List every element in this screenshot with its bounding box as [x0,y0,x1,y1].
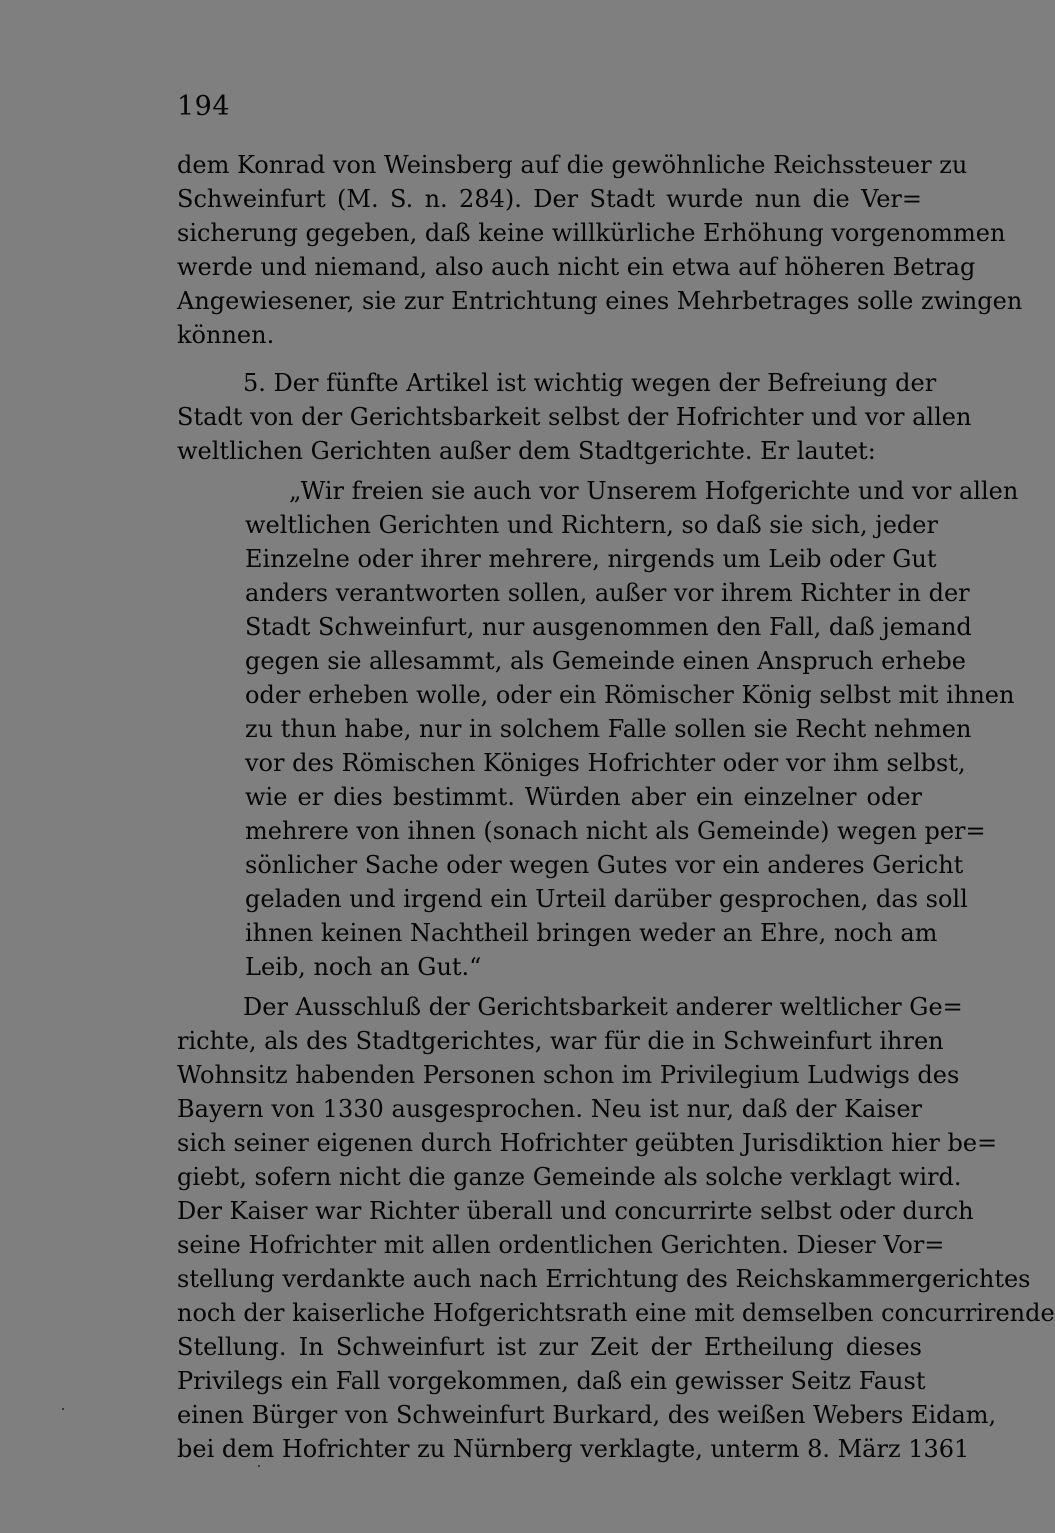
text-line: Einzelne oder ihrer mehrere, nirgends um Leib oder Gut [245,545,937,573]
text-line: Privilegs ein Fall vorgekommen, daß ein gewisser Seitz Faust [177,1367,926,1395]
text-line: Stadt Schweinfurt, nur ausgenommen den Fall, daß jemand [245,613,972,641]
text-line: dem Konrad von Weinsberg auf die gewöhnliche Reichssteuer zu [177,151,968,179]
text-line: weltlichen Gerichten und Richtern, so daß sie sich, jeder [245,511,938,539]
text-line: Wohnsitz habenden Personen schon im Privilegium Ludwigs des [177,1061,960,1089]
paragraph-1 [177,148,1023,352]
text-line: bei dem Hofrichter zu Nürnberg verklagte, unterm 8. März 1361 [177,1435,970,1463]
text-line: geladen und irgend ein Urteil darüber gesprochen, das soll [245,885,968,913]
text-line: sönlicher Sache oder wegen Gutes vor ein anderes Gericht [245,851,964,879]
text-line: werde und niemand, also auch nicht ein etwa auf höheren Betrag [177,253,976,281]
text-line: stellung verdankte auch nach Errichtung des Reichskammergerichtes [177,1265,1031,1293]
text-line: oder erheben wolle, oder ein Römischer König selbst mit ihnen [245,681,1015,709]
text-line: wie er dies bestimmt. Würden aber ein einzelner oder [245,783,922,811]
text-line: seine Hofrichter mit allen ordentlichen Gerichten. Dieser Vor= [177,1231,945,1259]
text-line: Leib, noch an Gut.“ [245,953,482,981]
text-line: Angewiesener, sie zur Entrichtung eines Mehrbetrages solle zwingen [177,287,1023,315]
scan-speck [258,1465,260,1467]
paragraph-2 [177,366,972,468]
text-line: Der Ausschluß der Gerichtsbarkeit anderer weltlicher Ge= [243,993,963,1021]
text-line: Bayern von 1330 ausgesprochen. Neu ist nur, daß der Kaiser [177,1095,922,1123]
text-line: mehrere von ihnen (sonach nicht als Gemeinde) wegen per= [245,817,986,845]
quotation-block [245,474,1019,984]
text-line: gegen sie allesammt, als Gemeinde einen Anspruch erhebe [245,647,966,675]
text-line: Der Kaiser war Richter überall und concurrirte selbst oder durch [177,1197,974,1225]
text-line: ihnen keinen Nachtheil bringen weder an Ehre, noch am [245,919,938,947]
text-line: zu thun habe, nur in solchem Falle sollen sie Recht nehmen [245,715,972,743]
text-line: Stellung. In Schweinfurt ist zur Zeit der Ertheilung dieses [177,1333,922,1361]
text-line: 5. Der fünfte Artikel ist wichtig wegen der Befreiung der [243,369,937,397]
text-line: vor des Römischen Königes Hofrichter oder vor ihm selbst, [245,749,966,777]
text-line: können. [177,321,275,349]
text-line: einen Bürger von Schweinfurt Burkard, des weißen Webers Eidam, [177,1401,997,1429]
text-line: Stadt von der Gerichtsbarkeit selbst der Hofrichter und vor allen [177,403,972,431]
text-line: „Wir freien sie auch vor Unserem Hofgerichte und vor allen [289,477,1019,505]
text-line: anders verantworten sollen, außer vor ihrem Richter in der [245,579,970,607]
page-number: 194 [177,91,231,122]
text-line: sicherung gegeben, daß keine willkürliche Erhöhung vorgenommen [177,219,1006,247]
text-line: giebt, sofern nicht die ganze Gemeinde als solche verklagt wird. [177,1163,962,1191]
text-line: weltlichen Gerichten außer dem Stadtgerichte. Er lautet: [177,437,876,465]
text-line: sich seiner eigenen durch Hofrichter geübten Jurisdiktion hier be= [177,1129,998,1157]
paragraph-3 [177,990,1055,1466]
scan-speck [62,1408,64,1410]
text-line: richte, als des Stadtgerichtes, war für die in Schweinfurt ihren [177,1027,944,1055]
text-line: Schweinfurt (M. S. n. 284). Der Stadt wurde nun die Ver= [177,185,922,213]
text-line: noch der kaiserliche Hofgerichtsrath eine mit demselben concurrirende [177,1299,1055,1327]
